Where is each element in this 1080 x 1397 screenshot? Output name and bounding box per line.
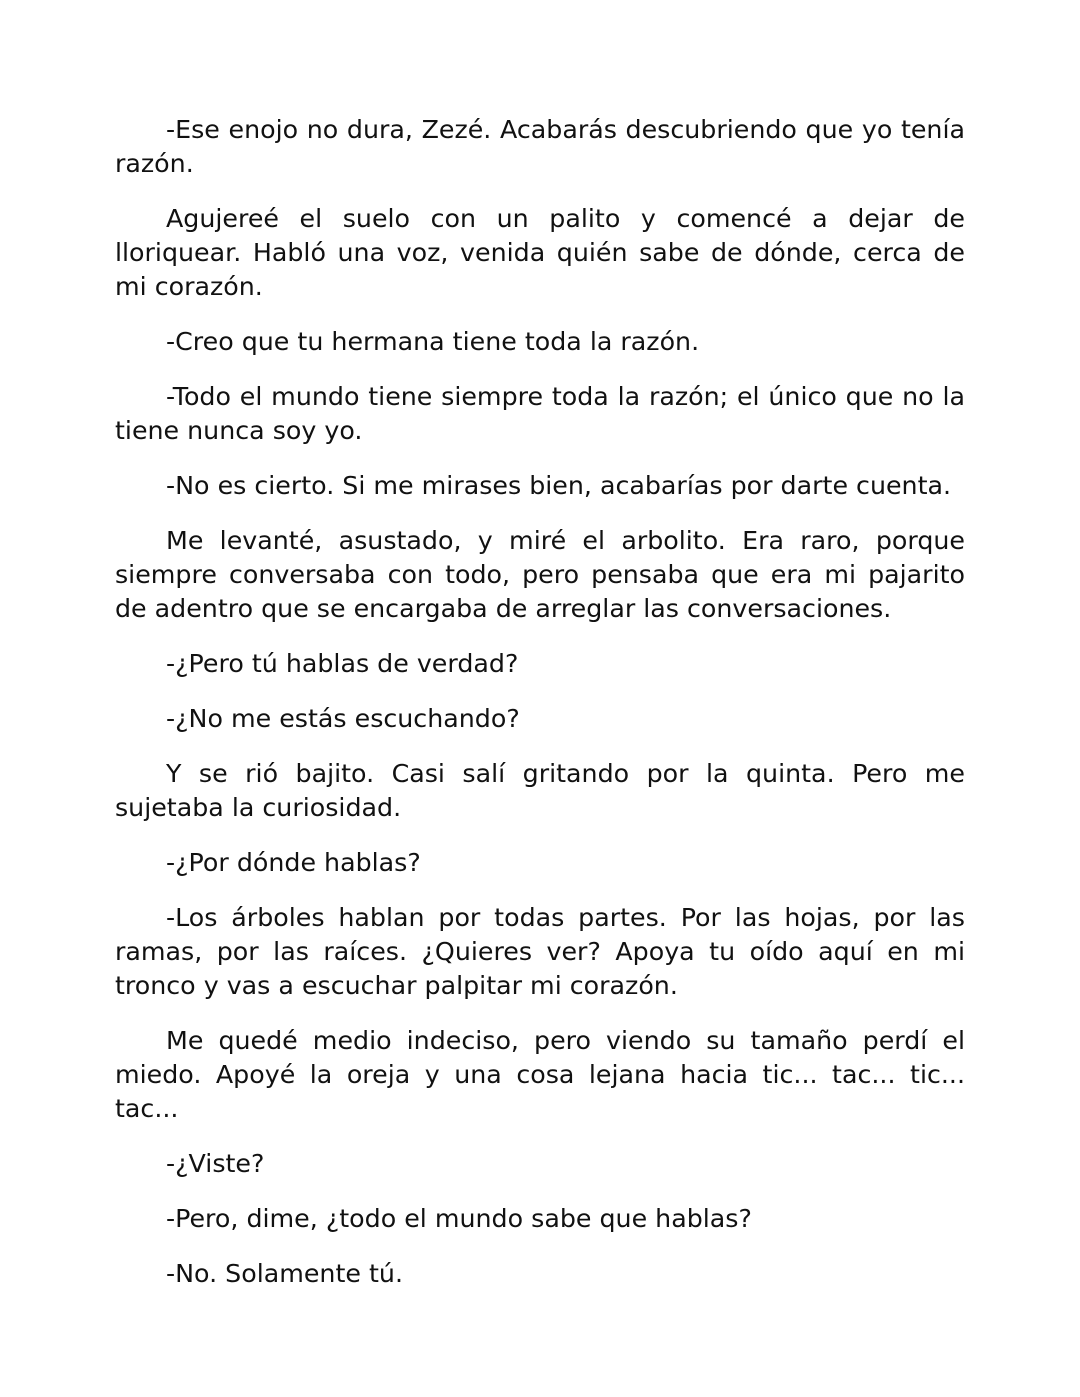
paragraph: -Pero, dime, ¿todo el mundo sabe que hablas?: [166, 1204, 752, 1233]
paragraph: -¿Viste?: [166, 1149, 265, 1178]
paragraph: Me quedé medio indeciso, pero viendo su tamaño perdí el miedo. Apoyé la oreja y una cosa lejana hacia tic... tac... tic... tac...: [115, 1026, 965, 1123]
paragraph: -No es cierto. Si me mirases bien, acabarías por darte cuenta.: [166, 471, 952, 500]
paragraph: -No. Solamente tú.: [166, 1259, 403, 1288]
paragraph: -Creo que tu hermana tiene toda la razón.: [166, 327, 700, 356]
paragraph: -¿Pero tú hablas de verdad?: [166, 649, 519, 678]
paragraph: -¿No me estás escuchando?: [166, 704, 520, 733]
paragraph: -¿Por dónde hablas?: [166, 848, 421, 877]
paragraph: -Todo el mundo tiene siempre toda la razón; el único que no la tiene nunca soy yo.: [115, 382, 965, 445]
document-page: [115, 113, 965, 1312]
paragraph: -Los árboles hablan por todas partes. Por las hojas, por las ramas, por las raíces. ¿Quieres ver? Apoya tu oído aquí en mi tronco y vas a escuchar palpitar mi corazón.: [115, 903, 965, 1000]
paragraph: -Ese enojo no dura, Zezé. Acabarás descubriendo que yo tenía razón.: [115, 115, 965, 178]
paragraph: Me levanté, asustado, y miré el arbolito. Era raro, porque siempre conversaba con todo, pero pensaba que era mi pajarito de adentro que se encargaba de arreglar las conversaciones.: [115, 526, 965, 623]
paragraph: Agujereé el suelo con un palito y comencé a dejar de lloriquear. Habló una voz, venida quién sabe de dónde, cerca de mi corazón.: [115, 204, 965, 301]
paragraph: Y se rió bajito. Casi salí gritando por la quinta. Pero me sujetaba la curiosidad.: [115, 759, 965, 822]
